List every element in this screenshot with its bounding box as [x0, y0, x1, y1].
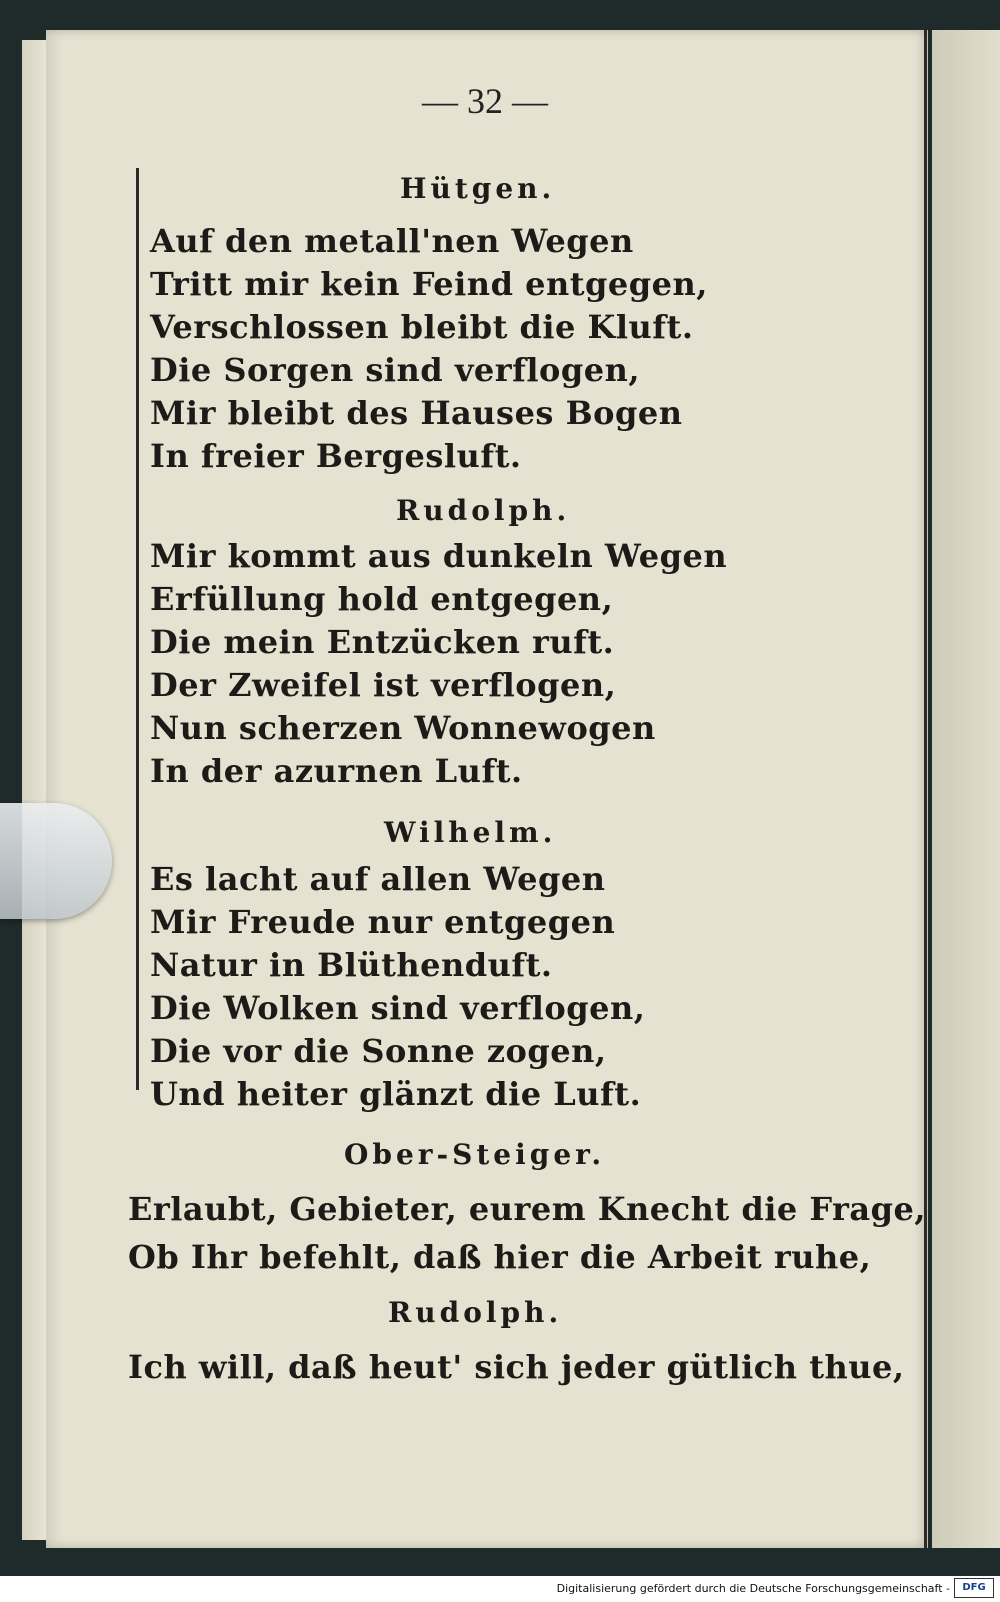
speaker-heading: Hütgen.: [400, 172, 556, 205]
speaker-heading: Rudolph.: [396, 494, 571, 527]
digitization-credit: Digitalisierung gefördert durch die Deutsche Forschungsgemeinschaft -: [0, 1576, 1000, 1602]
facing-page-edge: [932, 30, 1000, 1548]
verse-bracket: [136, 168, 147, 1090]
page-number: — 32 —: [422, 81, 548, 121]
verse-line: Natur in Blüthenduft.: [150, 946, 553, 984]
prose-line: Erlaubt, Gebieter, eurem Knecht die Frage,: [128, 1190, 926, 1228]
verse-line: Nun scherzen Wonnewogen: [150, 709, 656, 747]
verse-line: Die Sorgen sind verflogen,: [150, 351, 641, 389]
verse-line: Die mein Entzücken ruft.: [150, 623, 615, 661]
verse-line: In der azurnen Luft.: [150, 752, 523, 790]
verse-line: Mir Freude nur entgegen: [150, 903, 616, 941]
verse-line: Mir bleibt des Hauses Bogen: [150, 394, 683, 432]
verse-line: Die vor die Sonne zogen,: [150, 1032, 607, 1070]
speaker-heading: Wilhelm.: [384, 816, 557, 849]
verse-line: Mir kommt aus dunkeln Wegen: [150, 537, 728, 575]
speaker-heading: Ober-Steiger.: [344, 1138, 606, 1171]
verse-line: Tritt mir kein Feind entgegen,: [150, 265, 708, 303]
verse-line: Der Zweifel ist verflogen,: [150, 666, 617, 704]
dfg-logo: DFG: [954, 1578, 994, 1598]
prose-line: Ich will, daß heut' sich jeder gütlich thue,: [128, 1348, 905, 1386]
speaker-heading: Rudolph.: [388, 1296, 563, 1329]
page-clip: [0, 803, 112, 919]
book-gutter: [924, 30, 927, 1548]
verse-line: Erfüllung hold entgegen,: [150, 580, 614, 618]
verse-line: In freier Bergesluft.: [150, 437, 522, 475]
verse-line: Es lacht auf allen Wegen: [150, 860, 606, 898]
verse-line: Die Wolken sind verflogen,: [150, 989, 646, 1027]
verse-line: Auf den metall'nen Wegen: [150, 222, 634, 260]
verse-line: Und heiter glänzt die Luft.: [150, 1075, 642, 1113]
verse-line: Verschlossen bleibt die Kluft.: [150, 308, 694, 346]
prose-line: Ob Ihr befehlt, daß hier die Arbeit ruhe,: [128, 1238, 872, 1276]
